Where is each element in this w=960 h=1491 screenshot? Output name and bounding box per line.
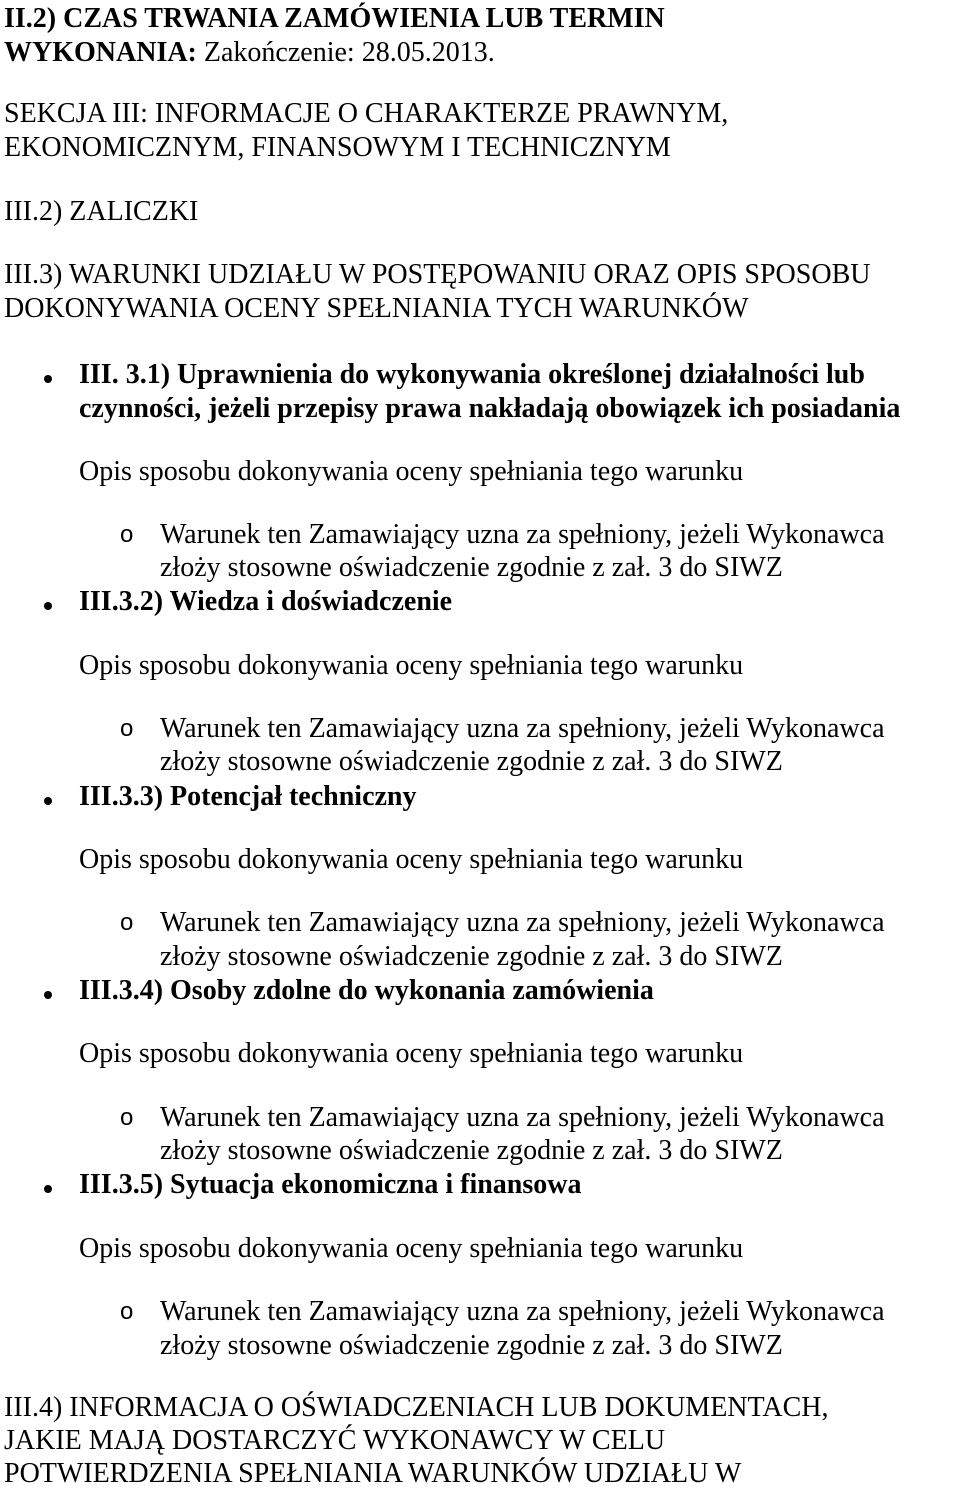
circle-bullet-icon: o (120, 521, 134, 548)
condition-text-line2: złoży stosowne oświadczenie zgodnie z zał. 3 do SIWZ (160, 552, 783, 583)
condition-text-line2: złoży stosowne oświadczenie zgodnie z zał. 3 do SIWZ (160, 1330, 783, 1361)
condition-text: Warunek ten Zamawiający uzna za spełniony, jeżeli Wykonawca (160, 713, 885, 744)
section-iii-title-line1: SEKCJA III: INFORMACJE O CHARAKTERZE PRAWNYM, (4, 98, 729, 129)
section-heading-iii4-line3: POTWIERDZENIA SPEŁNIANIA WARUNKÓW UDZIAŁU W (4, 1458, 742, 1489)
circle-bullet-icon: o (120, 715, 134, 742)
section-heading-iii3-line1: III.3) WARUNKI UDZIAŁU W POSTĘPOWANIU ORAZ OPIS SPOSOBU (4, 259, 871, 290)
section-heading-iii4-line1: III.4) INFORMACJA O OŚWIADCZENIACH LUB DOKUMENTACH, (4, 1392, 829, 1423)
evaluation-method-label: Opis sposobu dokonywania oceny spełniania tego warunku (79, 1038, 744, 1069)
evaluation-method-label: Opis sposobu dokonywania oceny spełniania tego warunku (79, 650, 744, 681)
item-title: III. 3.1) Uprawnienia do wykonywania określonej działalności lub (79, 359, 865, 390)
condition-text: Warunek ten Zamawiający uzna za spełniony, jeżeli Wykonawca (160, 1296, 885, 1327)
condition-text: Warunek ten Zamawiający uzna za spełniony, jeżeli Wykonawca (160, 1102, 885, 1133)
section-heading-iii4-line2: JAKIE MAJĄ DOSTARCZYĆ WYKONAWCY W CELU (4, 1425, 666, 1456)
section-heading-iii3-line2: DOKONYWANIA OCENY SPEŁNIANIA TYCH WARUNKÓW (4, 293, 749, 324)
completion-date-text: Zakończenie: 28.05.2013. (196, 37, 495, 68)
item-title: III.3.3) Potencjał techniczny (79, 781, 417, 812)
bullet-icon (44, 1185, 52, 1193)
evaluation-method-label: Opis sposobu dokonywania oceny spełniania tego warunku (79, 1233, 744, 1264)
item-title-line2: czynności, jeżeli przepisy prawa nakładają obowiązek ich posiadania (79, 393, 901, 424)
bullet-icon (44, 375, 52, 383)
condition-text-line2: złoży stosowne oświadczenie zgodnie z zał. 3 do SIWZ (160, 941, 783, 972)
circle-bullet-icon: o (120, 909, 134, 936)
bullet-icon (44, 797, 52, 805)
item-title: III.3.2) Wiedza i doświadczenie (79, 586, 453, 617)
item-title: III.3.4) Osoby zdolne do wykonania zamówienia (79, 975, 654, 1006)
section-heading-ii2: II.2) CZAS TRWANIA ZAMÓWIENIA LUB TERMIN (4, 3, 665, 34)
bullet-icon (44, 602, 52, 610)
item-title: III.3.5) Sytuacja ekonomiczna i finansowa (79, 1169, 582, 1200)
condition-text: Warunek ten Zamawiający uzna za spełniony, jeżeli Wykonawca (160, 519, 885, 550)
condition-text-line2: złoży stosowne oświadczenie zgodnie z zał. 3 do SIWZ (160, 746, 783, 777)
heading-bold-part: WYKONANIA: (4, 37, 197, 68)
evaluation-method-label: Opis sposobu dokonywania oceny spełniania tego warunku (79, 844, 744, 875)
condition-text-line2: złoży stosowne oświadczenie zgodnie z zał. 3 do SIWZ (160, 1135, 783, 1166)
section-heading-ii2-line2 (4, 36, 495, 70)
condition-text: Warunek ten Zamawiający uzna za spełniony, jeżeli Wykonawca (160, 907, 885, 938)
section-heading-iii2: III.2) ZALICZKI (4, 196, 199, 227)
evaluation-method-label: Opis sposobu dokonywania oceny spełniania tego warunku (79, 456, 744, 487)
section-iii-title-line2: EKONOMICZNYM, FINANSOWYM I TECHNICZNYM (4, 132, 671, 163)
circle-bullet-icon: o (120, 1104, 134, 1131)
circle-bullet-icon: o (120, 1298, 134, 1325)
bullet-icon (44, 991, 52, 999)
